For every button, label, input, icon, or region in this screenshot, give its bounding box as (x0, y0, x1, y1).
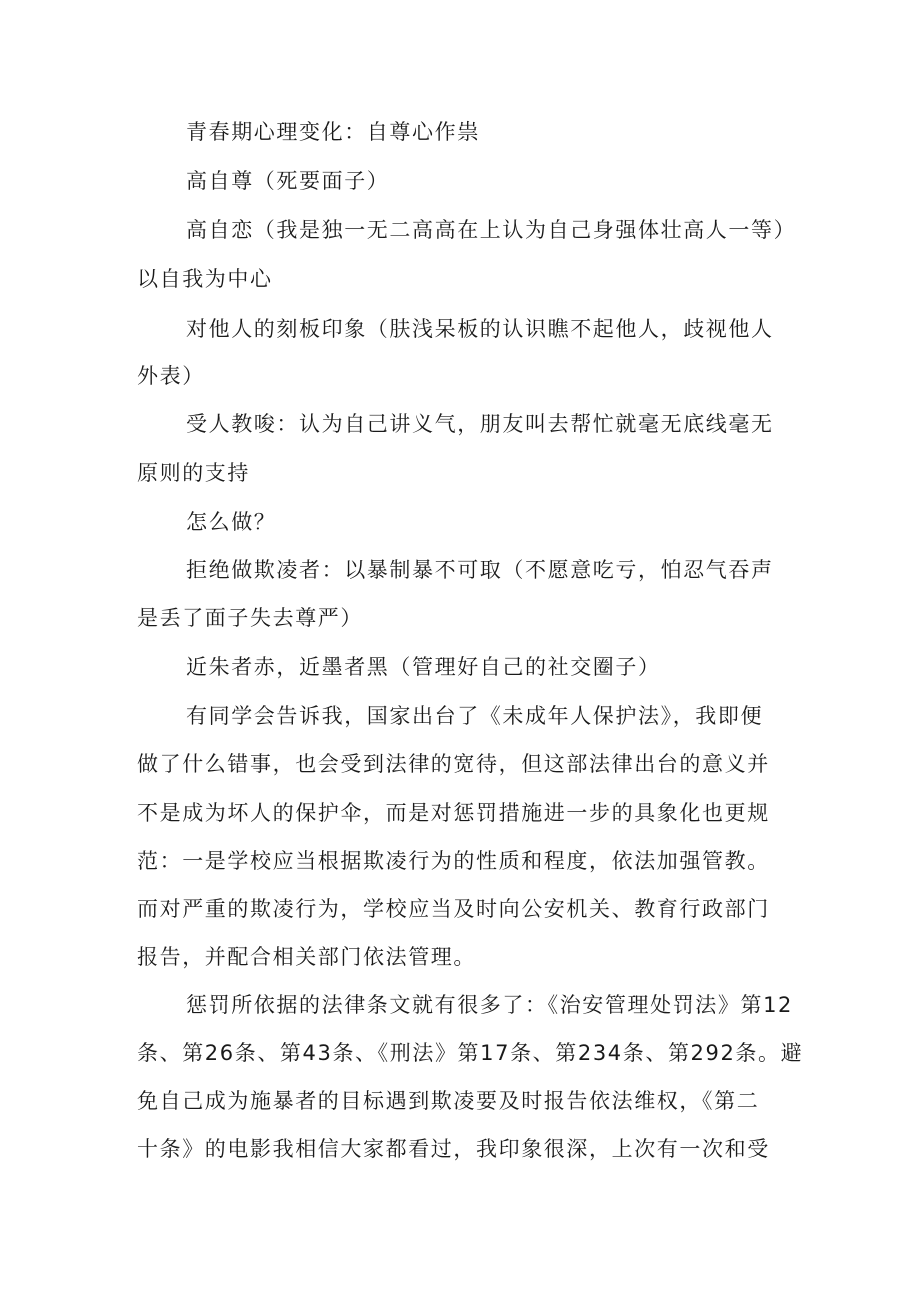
text-line: 怎么做？ (186, 510, 277, 534)
text-line: 原则的支持 (137, 461, 250, 485)
text-line: 拒绝做欺凌者：以暴制暴不可取（不愿意吃亏，怕忍气吞声 (186, 558, 774, 582)
text-line: 而对严重的欺凌行为，学校应当及时向公安机关、教育行政部门 (137, 897, 770, 921)
text-line: 免自己成为施暴者的目标遇到欺凌要及时报告依法维权，《第二 (137, 1089, 760, 1113)
text-line: 有同学会告诉我，国家出台了《未成年人保护法》，我即便 (186, 704, 764, 728)
text-line: 青春期心理变化：自尊心作祟 (186, 120, 480, 144)
text-line: 外表） (137, 364, 205, 388)
text-line: 是丢了面子失去尊严） (137, 606, 363, 630)
text-line: 十条》的电影我相信大家都看过，我印象很深，上次有一次和受 (137, 1137, 770, 1161)
text-line: 高自恋（我是独一无二高高在上认为自己身强体壮高人一等） (186, 218, 797, 242)
text-line: 不是成为坏人的保护伞，而是对惩罚措施进一步的具象化也更规 (137, 801, 770, 825)
text-line: 惩罚所依据的法律条文就有很多了：《治安管理处罚法》第12 (186, 993, 794, 1017)
text-line: 条、第26条、第43条、《刑法》第17条、第234条、第292条。避 (137, 1041, 804, 1065)
text-line: 以自我为中心 (137, 267, 273, 291)
text-line: 做了什么错事，也会受到法律的宽待，但这部法律出台的意义并 (137, 752, 770, 776)
text-line: 范：一是学校应当根据欺凌行为的性质和程度，依法加强管教。 (137, 849, 770, 873)
text-line: 近朱者赤，近墨者黑（管理好自己的社交圈子） (186, 655, 661, 679)
text-line: 报告，并配合相关部门依法管理。 (137, 945, 476, 969)
text-line: 高自尊（死要面子） (186, 169, 390, 193)
text-line: 对他人的刻板印象（肤浅呆板的认识瞧不起他人，歧视他人 (186, 317, 774, 341)
text-line: 受人教唆：认为自己讲义气，朋友叫去帮忙就毫无底线毫无 (186, 412, 774, 436)
